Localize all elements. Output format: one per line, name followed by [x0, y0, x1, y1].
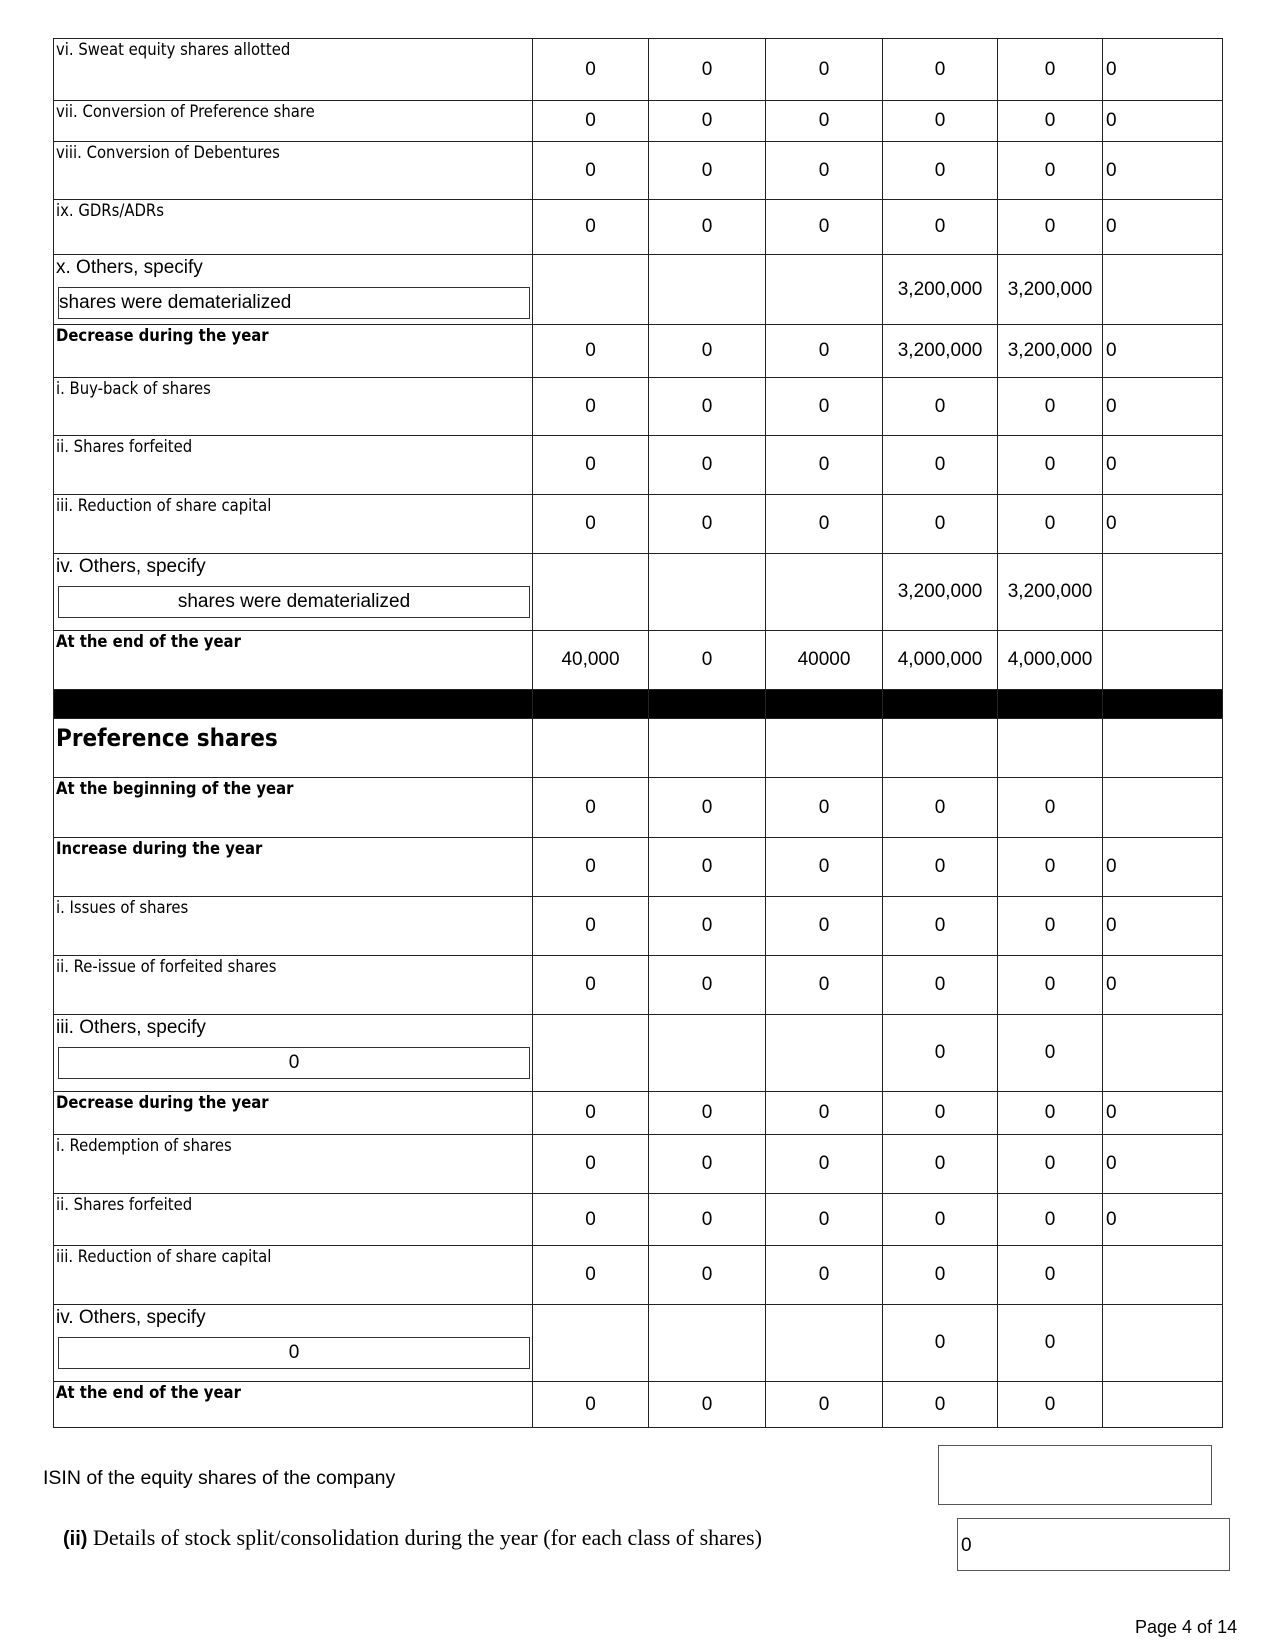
table-row: [54, 39, 1223, 101]
value-cell: [1103, 255, 1223, 325]
value-cell: 0: [766, 838, 883, 897]
row-label: vii. Conversion of Preference share: [56, 102, 315, 121]
preference-title: Preference shares: [54, 719, 533, 778]
value-cell: 0: [766, 1092, 883, 1135]
value-cell: 0: [649, 142, 766, 200]
row-label-cell: [54, 778, 533, 838]
table-row: [54, 1015, 1223, 1092]
value-cell: 0: [533, 101, 649, 142]
value-cell: 0: [998, 1015, 1103, 1092]
table-row: [54, 1305, 1223, 1382]
row-label-cell: [54, 838, 533, 897]
value-cell: 4,000,000: [998, 631, 1103, 690]
value-cell: 0: [649, 838, 766, 897]
value-cell: 0: [998, 1135, 1103, 1194]
value-cell: 0: [766, 101, 883, 142]
value-cell: 0: [998, 495, 1103, 554]
row-label-cell: [54, 101, 533, 142]
row-label-cell: [54, 378, 533, 436]
value-cell: 0: [766, 778, 883, 838]
value-cell: 0: [533, 897, 649, 956]
row-label: ii. Shares forfeited: [56, 1195, 193, 1214]
stock-split-field[interactable]: 0: [957, 1518, 1230, 1571]
row-label: i. Issues of shares: [56, 898, 189, 917]
row-label-cell: [54, 1382, 533, 1428]
value-cell: 0: [766, 1382, 883, 1428]
row-label-cell: [54, 436, 533, 495]
specify-field[interactable]: shares were dematerialized: [58, 287, 530, 319]
specify-field[interactable]: shares were dematerialized: [58, 586, 530, 618]
value-cell: 0: [649, 1135, 766, 1194]
value-cell: 0: [883, 778, 998, 838]
value-cell: 0: [533, 142, 649, 200]
value-cell: 0: [1103, 897, 1223, 956]
row-label: Decrease during the year: [56, 1093, 269, 1112]
value-cell: 0: [649, 200, 766, 255]
table-row: [54, 200, 1223, 255]
row-label: Decrease during the year: [56, 326, 269, 345]
value-cell: 0: [533, 1382, 649, 1428]
row-label-cell: [54, 897, 533, 956]
value-cell: 0: [883, 1135, 998, 1194]
row-label: ii. Shares forfeited: [56, 437, 193, 456]
value-cell: 0: [649, 101, 766, 142]
row-label-cell: [54, 1305, 533, 1382]
row-label: ix. GDRs/ADRs: [56, 201, 164, 220]
value-cell: 0: [649, 1194, 766, 1246]
value-cell: 0: [533, 1194, 649, 1246]
value-cell: 0: [883, 436, 998, 495]
value-cell: 0: [766, 495, 883, 554]
value-cell: 0: [1103, 436, 1223, 495]
value-cell: 0: [533, 1092, 649, 1135]
table-row: [54, 631, 1223, 690]
row-label-cell: [54, 1194, 533, 1246]
value-cell: 0: [998, 101, 1103, 142]
value-cell: [1103, 1305, 1223, 1382]
row-label-cell: [54, 554, 533, 631]
value-cell: 0: [998, 39, 1103, 101]
value-cell: 0: [883, 378, 998, 436]
value-cell: [533, 1305, 649, 1382]
table-row: [54, 1194, 1223, 1246]
value-cell: 3,200,000: [998, 325, 1103, 378]
row-label: At the end of the year: [56, 1383, 241, 1402]
value-cell: 0: [883, 200, 998, 255]
value-cell: 0: [649, 436, 766, 495]
row-label: iii. Others, specify: [56, 1017, 206, 1038]
value-cell: 0: [766, 378, 883, 436]
section-divider: [54, 690, 1223, 719]
table-row: [54, 897, 1223, 956]
stock-split-text: Details of stock split/consolidation during the year (for each class of shares): [87, 1525, 762, 1550]
value-cell: 3,200,000: [883, 325, 998, 378]
value-cell: 0: [766, 200, 883, 255]
value-cell: 0: [998, 897, 1103, 956]
value-cell: 0: [883, 142, 998, 200]
value-cell: 0: [998, 778, 1103, 838]
table-row: [54, 101, 1223, 142]
value-cell: 40000: [766, 631, 883, 690]
value-cell: 0: [766, 1194, 883, 1246]
value-cell: 0: [1103, 101, 1223, 142]
value-cell: 0: [998, 1305, 1103, 1382]
preference-header-row: [54, 719, 1223, 778]
value-cell: 0: [533, 325, 649, 378]
table-row: [54, 956, 1223, 1015]
value-cell: 0: [649, 1382, 766, 1428]
row-label: i. Buy-back of shares: [56, 379, 211, 398]
table-row: [54, 255, 1223, 325]
value-cell: [649, 255, 766, 325]
specify-field[interactable]: 0: [58, 1047, 530, 1079]
table-row: [54, 436, 1223, 495]
value-cell: 0: [998, 956, 1103, 1015]
value-cell: 0: [998, 838, 1103, 897]
row-label-cell: [54, 956, 533, 1015]
table-row: [54, 1246, 1223, 1305]
value-cell: 0: [533, 495, 649, 554]
row-label-cell: [54, 1092, 533, 1135]
value-cell: 0: [1103, 1092, 1223, 1135]
value-cell: 0: [1103, 1194, 1223, 1246]
value-cell: 0: [533, 1135, 649, 1194]
value-cell: 0: [649, 39, 766, 101]
value-cell: 0: [1103, 495, 1223, 554]
row-label: iii. Reduction of share capital: [56, 1247, 272, 1266]
value-cell: 0: [649, 778, 766, 838]
value-cell: 0: [883, 1194, 998, 1246]
value-cell: 3,200,000: [998, 554, 1103, 631]
value-cell: 0: [998, 142, 1103, 200]
value-cell: 0: [533, 39, 649, 101]
value-cell: 3,200,000: [883, 255, 998, 325]
row-label: i. Redemption of shares: [56, 1136, 232, 1155]
value-cell: 0: [883, 838, 998, 897]
value-cell: 0: [649, 897, 766, 956]
value-cell: 0: [766, 325, 883, 378]
table-row: [54, 495, 1223, 554]
value-cell: 0: [766, 142, 883, 200]
value-cell: 0: [883, 956, 998, 1015]
row-label-cell: [54, 255, 533, 325]
value-cell: 0: [883, 1015, 998, 1092]
value-cell: 0: [766, 436, 883, 495]
value-cell: 3,200,000: [998, 255, 1103, 325]
value-cell: 0: [998, 378, 1103, 436]
value-cell: 0: [533, 956, 649, 1015]
table-row: [54, 1092, 1223, 1135]
row-label: viii. Conversion of Debentures: [56, 143, 280, 162]
value-cell: 0: [998, 436, 1103, 495]
row-label-cell: [54, 39, 533, 101]
value-cell: 0: [649, 325, 766, 378]
table-row: [54, 1382, 1223, 1428]
value-cell: 0: [533, 1246, 649, 1305]
row-label-cell: [54, 200, 533, 255]
value-cell: 0: [649, 495, 766, 554]
table-row: [54, 1135, 1223, 1194]
value-cell: 0: [766, 956, 883, 1015]
row-label: iv. Others, specify: [56, 556, 206, 577]
table-row: [54, 142, 1223, 200]
row-label: vi. Sweat equity shares allotted: [56, 40, 291, 59]
value-cell: [649, 1015, 766, 1092]
value-cell: 0: [649, 1092, 766, 1135]
row-label: At the beginning of the year: [56, 779, 294, 798]
row-label: Increase during the year: [56, 839, 263, 858]
value-cell: 0: [649, 956, 766, 1015]
value-cell: [766, 1015, 883, 1092]
table-row: [54, 838, 1223, 897]
value-cell: 0: [883, 495, 998, 554]
stock-split-prefix: (ii): [63, 1528, 88, 1550]
value-cell: [766, 1305, 883, 1382]
value-cell: 0: [883, 1382, 998, 1428]
row-label-cell: [54, 631, 533, 690]
value-cell: [1103, 778, 1223, 838]
row-label-cell: [54, 1015, 533, 1092]
value-cell: 0: [1103, 1135, 1223, 1194]
value-cell: [766, 554, 883, 631]
row-label-cell: [54, 1135, 533, 1194]
page-number: Page 4 of 14: [1135, 1617, 1238, 1637]
value-cell: 0: [1103, 39, 1223, 101]
stock-split-label: [63, 1525, 762, 1551]
value-cell: 0: [998, 1092, 1103, 1135]
table-row: [54, 554, 1223, 631]
row-label-cell: [54, 142, 533, 200]
value-cell: 0: [766, 39, 883, 101]
value-cell: 0: [766, 897, 883, 956]
row-label: x. Others, specify: [56, 257, 203, 278]
table-row: [54, 325, 1223, 378]
value-cell: 0: [766, 1246, 883, 1305]
value-cell: [649, 1305, 766, 1382]
value-cell: 0: [766, 1135, 883, 1194]
value-cell: 0: [533, 200, 649, 255]
value-cell: 0: [533, 436, 649, 495]
value-cell: [1103, 1246, 1223, 1305]
value-cell: 0: [649, 1246, 766, 1305]
value-cell: 0: [533, 838, 649, 897]
value-cell: [533, 554, 649, 631]
row-label-cell: [54, 325, 533, 378]
value-cell: 0: [1103, 838, 1223, 897]
row-label-cell: [54, 1246, 533, 1305]
row-label: At the end of the year: [56, 632, 241, 651]
value-cell: 0: [1103, 142, 1223, 200]
value-cell: 0: [883, 39, 998, 101]
value-cell: 0: [998, 200, 1103, 255]
value-cell: 0: [1103, 325, 1223, 378]
isin-label: ISIN of the equity shares of the company: [43, 1467, 396, 1489]
value-cell: 0: [1103, 956, 1223, 1015]
value-cell: 0: [998, 1194, 1103, 1246]
value-cell: 0: [883, 1305, 998, 1382]
specify-field[interactable]: 0: [58, 1337, 530, 1369]
value-cell: 40,000: [533, 631, 649, 690]
value-cell: 0: [998, 1382, 1103, 1428]
table-row: [54, 378, 1223, 436]
value-cell: 0: [883, 897, 998, 956]
value-cell: [766, 255, 883, 325]
value-cell: 0: [649, 378, 766, 436]
value-cell: 0: [883, 1246, 998, 1305]
table-row: [54, 778, 1223, 838]
isin-field[interactable]: [938, 1445, 1212, 1505]
value-cell: 4,000,000: [883, 631, 998, 690]
row-label-cell: [54, 495, 533, 554]
row-label: ii. Re-issue of forfeited shares: [56, 957, 277, 976]
value-cell: [649, 554, 766, 631]
value-cell: [533, 1015, 649, 1092]
share-capital-table: [53, 38, 1223, 1428]
value-cell: 0: [883, 1092, 998, 1135]
value-cell: [1103, 1382, 1223, 1428]
value-cell: 0: [533, 778, 649, 838]
value-cell: 3,200,000: [883, 554, 998, 631]
value-cell: [1103, 1015, 1223, 1092]
value-cell: 0: [533, 378, 649, 436]
value-cell: [1103, 554, 1223, 631]
value-cell: 0: [649, 631, 766, 690]
value-cell: 0: [883, 101, 998, 142]
value-cell: [533, 255, 649, 325]
row-label: iv. Others, specify: [56, 1307, 206, 1328]
value-cell: 0: [1103, 378, 1223, 436]
value-cell: [1103, 631, 1223, 690]
value-cell: 0: [998, 1246, 1103, 1305]
row-label: iii. Reduction of share capital: [56, 496, 272, 515]
value-cell: 0: [1103, 200, 1223, 255]
